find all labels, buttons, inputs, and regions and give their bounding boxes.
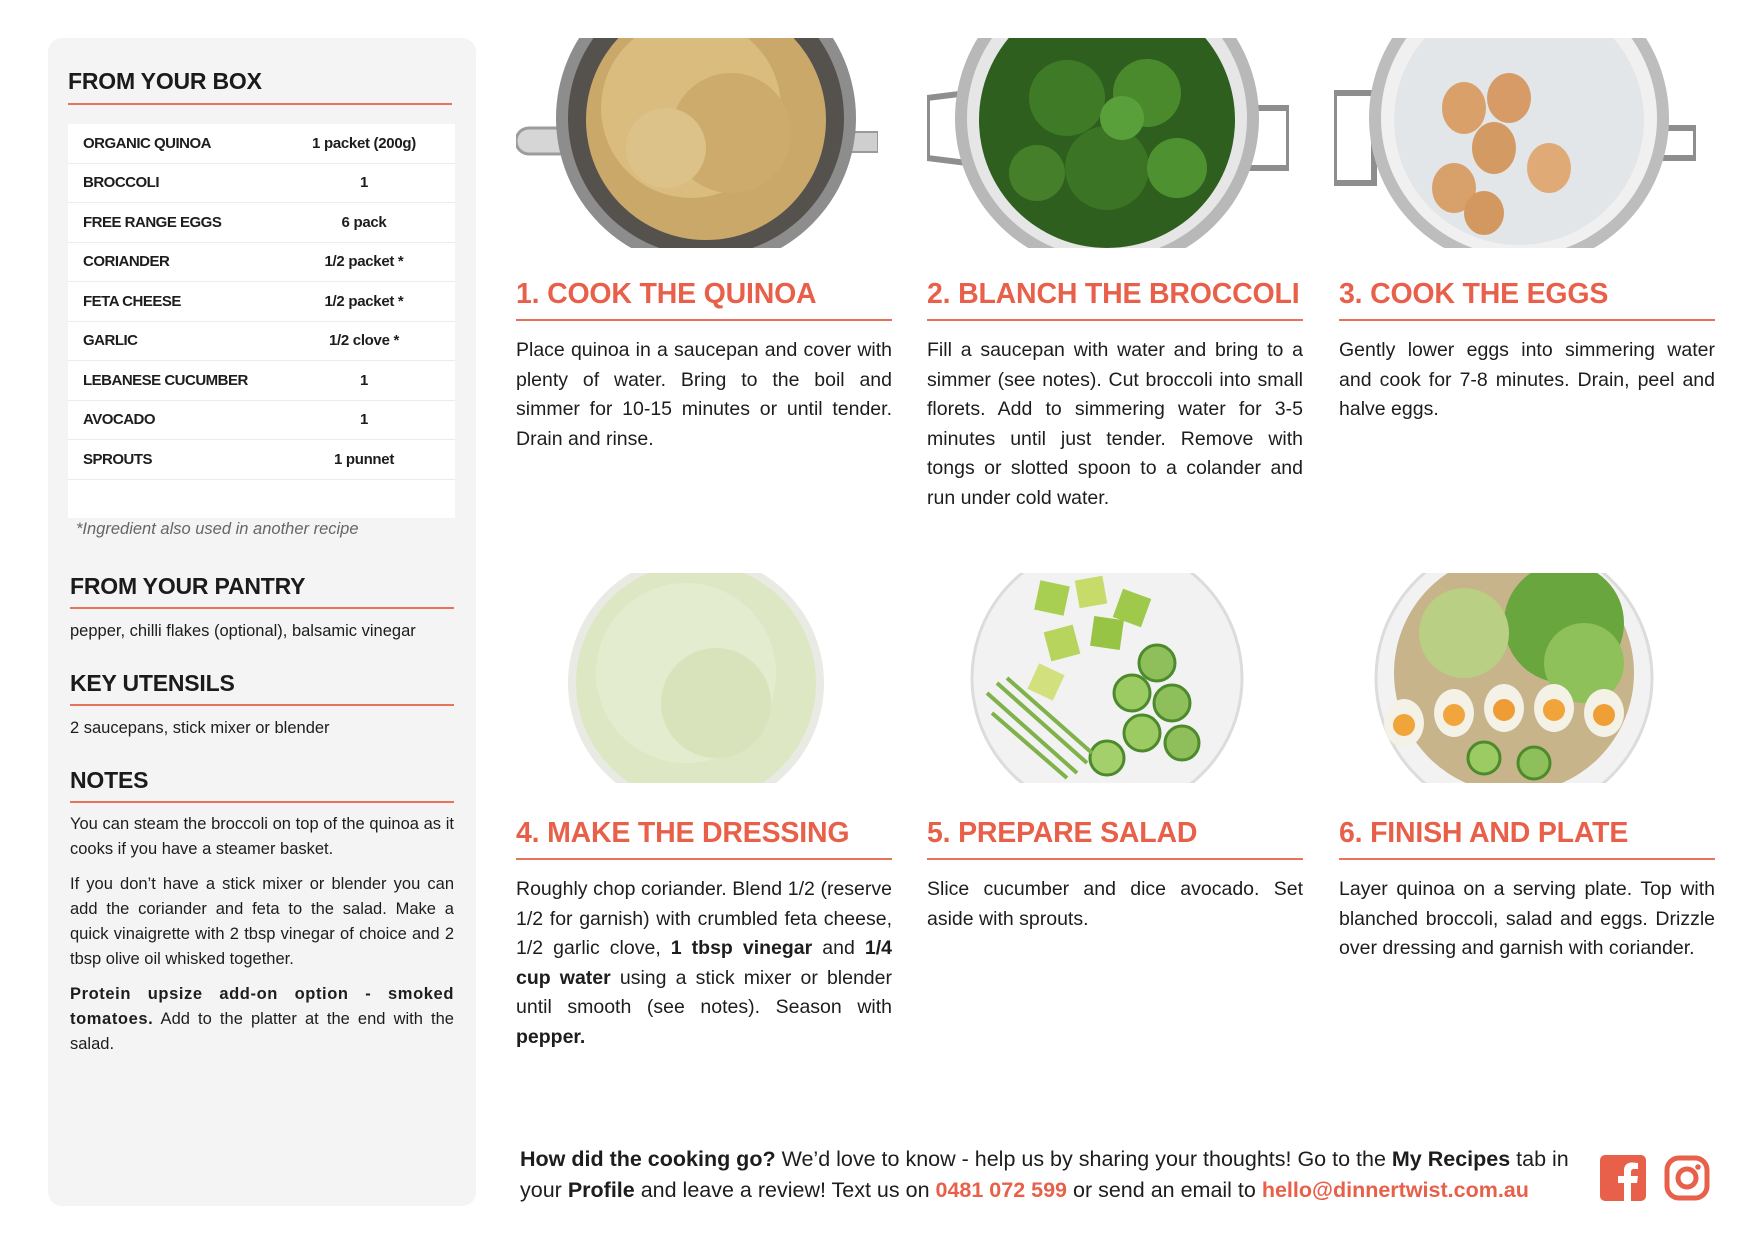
finished-plate-photo: [1334, 573, 1696, 783]
ingredient-qty: 1/2 clove *: [328, 332, 400, 350]
utensils-text: 2 saucepans, stick mixer or blender: [70, 719, 330, 737]
ingredient-name: FETA CHEESE: [83, 292, 181, 310]
divider: [927, 858, 1303, 860]
email-link[interactable]: hello@dinnertwist.com.au: [1261, 1178, 1529, 1202]
key-utensils-heading: KEY UTENSILS: [70, 670, 235, 696]
ingredient-row: [68, 243, 455, 283]
note: You can steam the broccoli on top of the quinoa as it cooks if you have a steamer basket.: [70, 815, 454, 858]
ingredient-row: [68, 282, 455, 322]
ingredient-qty: 1: [359, 411, 369, 429]
step-1-title: 1. COOK THE QUINOA: [516, 278, 817, 310]
ingredient-name: FREE RANGE EGGS: [83, 213, 222, 231]
ingredient-name: BROCCOLI: [83, 174, 159, 192]
step-6-title: 6. FINISH AND PLATE: [1339, 817, 1629, 849]
ingredient-name: LEBANESE CUCUMBER: [83, 371, 248, 389]
eggs-photo: [1334, 38, 1696, 248]
step-4-title: 4. MAKE THE DRESSING: [516, 817, 850, 849]
ingredient-footnote: *Ingredient also used in another recipe: [76, 520, 359, 538]
divider: [516, 319, 892, 321]
ingredient-row: [68, 124, 455, 164]
divider: [68, 103, 452, 105]
phone-link[interactable]: 0481 072 599: [935, 1178, 1068, 1202]
feedback-message: How did the cooking go? We’d love to know - help us by sharing your thoughts! Go to the My Recipes tab in your Profile and leave a review! Text us on 0481 072 599 or send an email to hello@dinnertwist.com.au: [520, 1147, 1569, 1202]
ingredient-row: [68, 361, 455, 401]
ingredient-qty: 1 packet (200g): [312, 134, 416, 152]
step-1-text: Place quinoa in a saucepan and cover with plenty of water. Bring to the boil and simmer for 10-15 minutes or until tender. Drain and rinse.: [516, 339, 892, 450]
ingredient-qty: 1/2 packet *: [324, 292, 404, 310]
step-3-text: Gently lower eggs into simmering water and cook for 7-8 minutes. Drain, peel and halve eggs.: [1339, 339, 1715, 420]
ingredient-qty: 1 punnet: [333, 450, 395, 468]
step-4-text: Roughly chop coriander. Blend 1/2 (reserve 1/2 for garnish) with crumbled feta cheese, 1/2 garlic clove, 1 tbsp vinegar and 1/4 cup water using a stick mixer or blender until smooth (see notes). Season with pepper.: [516, 878, 892, 1048]
from-your-box-heading: FROM YOUR BOX: [68, 68, 262, 94]
note: Protein upsize add-on option - smoked tomatoes. Add to the platter at the end with the salad.: [70, 985, 454, 1053]
step-5-title: 5. PREPARE SALAD: [927, 817, 1198, 849]
empty-row: [68, 480, 455, 518]
step-2-text: Fill a saucepan with water and bring to a simmer (see notes). Cut broccoli into small florets. Add to simmering water for 3-5 minutes until just tender. Remove with tongs or slotted spoon to a colander and run under cold water.: [927, 339, 1303, 509]
ingredient-qty: 1: [359, 371, 369, 389]
ingredient-name: CORIANDER: [83, 253, 170, 271]
ingredient-row: [68, 322, 455, 362]
dressing-photo: [516, 573, 878, 783]
divider: [70, 801, 454, 803]
notes-text: [70, 812, 454, 1067]
ingredient-row: [68, 203, 455, 243]
divider: [927, 319, 1303, 321]
ingredient-qty: 6 pack: [341, 213, 387, 231]
ingredient-name: GARLIC: [83, 332, 138, 350]
ingredient-row: [68, 164, 455, 204]
pantry-text: pepper, chilli flakes (optional), balsamic vinegar: [70, 622, 416, 640]
notes-heading: NOTES: [70, 767, 149, 793]
salad-photo: [927, 573, 1289, 783]
divider: [1339, 858, 1715, 860]
ingredient-name: ORGANIC QUINOA: [83, 134, 211, 152]
ingredient-row: [68, 401, 455, 441]
divider: [1339, 319, 1715, 321]
note: If you don’t have a stick mixer or blender you can add the coriander and feta to the salad. Make a quick vinaigrette with 2 tbsp vinegar of choice and 2 tbsp olive oil whisked together.: [70, 875, 454, 968]
broccoli-photo: [927, 38, 1289, 248]
ingredient-name: AVOCADO: [83, 411, 156, 429]
divider: [70, 607, 454, 609]
ingredients-table: [68, 124, 455, 518]
instagram-icon[interactable]: [1664, 1155, 1710, 1201]
step-6-text: Layer quinoa on a serving plate. Top with blanched broccoli, salad and eggs. Drizzle over dressing and garnish with coriander.: [1339, 878, 1715, 959]
quinoa-photo: [516, 38, 878, 248]
ingredient-row: [68, 440, 455, 480]
divider: [70, 704, 454, 706]
from-your-pantry-heading: FROM YOUR PANTRY: [70, 573, 306, 599]
step-5-text: Slice cucumber and dice avocado. Set aside with sprouts.: [927, 878, 1303, 930]
divider: [516, 858, 892, 860]
ingredient-qty: 1: [359, 174, 369, 192]
ingredient-name: SPROUTS: [83, 450, 153, 468]
ingredient-qty: 1/2 packet *: [324, 253, 404, 271]
facebook-icon[interactable]: [1600, 1155, 1646, 1201]
step-3-title: 3. COOK THE EGGS: [1339, 278, 1609, 310]
step-2-title: 2. BLANCH THE BROCCOLI: [927, 278, 1300, 310]
